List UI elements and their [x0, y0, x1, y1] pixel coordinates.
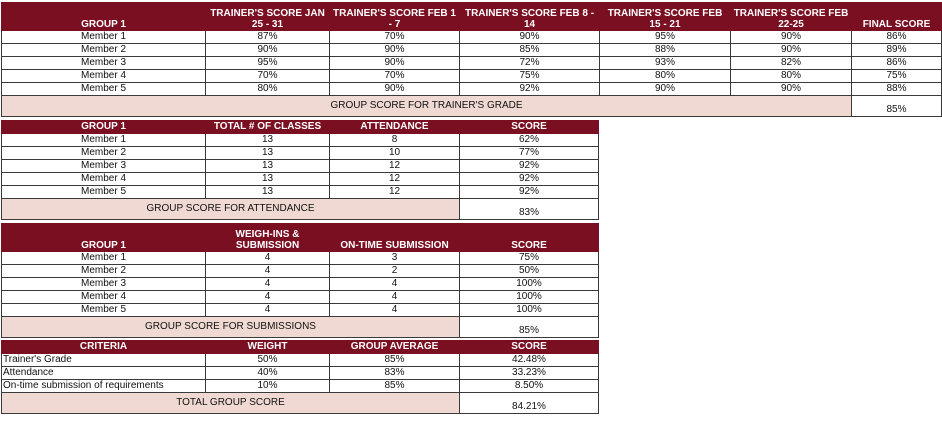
score-cell: 92% — [460, 173, 599, 186]
score-cell: 62% — [460, 134, 599, 147]
score-cell: 90% — [330, 44, 460, 57]
average-cell: 85% — [330, 380, 460, 393]
score-cell: 100% — [460, 304, 599, 317]
table-row — [2, 44, 942, 57]
member-name: Member 3 — [2, 278, 206, 291]
attendance-cell: 12 — [330, 186, 460, 199]
score-cell: 90% — [330, 57, 460, 70]
header-row — [2, 3, 942, 31]
group-score-value: 85% — [460, 317, 599, 338]
col-header-feb1-7: TRAINER'S SCORE FEB 1 - 7 — [330, 3, 460, 31]
col-header-group-average: GROUP AVERAGE — [330, 341, 460, 354]
score-cell: 70% — [330, 70, 460, 83]
score-cell: 82% — [731, 57, 852, 70]
col-header-final-score: FINAL SCORE — [852, 3, 942, 31]
criteria-table — [1, 340, 599, 414]
total-score-label: TOTAL GROUP SCORE — [2, 393, 460, 414]
table-row — [2, 31, 942, 44]
final-score-cell: 88% — [852, 83, 942, 96]
score-cell: 92% — [460, 186, 599, 199]
table-row — [2, 147, 599, 160]
col-header-weigh-ins: WEIGH-INS & SUBMISSION — [206, 224, 330, 252]
col-header-group: GROUP 1 — [2, 121, 206, 134]
score-cell: 75% — [460, 70, 600, 83]
member-name: Member 1 — [2, 252, 206, 265]
total-score-value: 84.21% — [460, 393, 599, 414]
weight-cell: 40% — [206, 367, 330, 380]
table-row — [2, 367, 599, 380]
col-header-score: SCORE — [460, 224, 599, 252]
weigh-ins-cell: 4 — [206, 278, 330, 291]
attendance-cell: 8 — [330, 134, 460, 147]
classes-cell: 13 — [206, 147, 330, 160]
final-score-cell: 75% — [852, 70, 942, 83]
weight-cell: 10% — [206, 380, 330, 393]
final-score-cell: 89% — [852, 44, 942, 57]
summary-row — [2, 393, 599, 414]
score-cell: 92% — [460, 83, 600, 96]
member-name: Member 2 — [2, 147, 206, 160]
criteria-name: On-time submission of requirements — [2, 380, 206, 393]
col-header-score: SCORE — [460, 121, 599, 134]
score-cell: 72% — [460, 57, 600, 70]
score-cell: 75% — [460, 252, 599, 265]
score-cell: 90% — [731, 31, 852, 44]
table-row — [2, 173, 599, 186]
score-cell: 93% — [600, 57, 731, 70]
on-time-cell: 4 — [330, 278, 460, 291]
attendance-cell: 12 — [330, 173, 460, 186]
group-score-label: GROUP SCORE FOR SUBMISSIONS — [2, 317, 460, 338]
header-row — [2, 341, 599, 354]
submissions-table — [1, 223, 599, 338]
group-score-label: GROUP SCORE FOR TRAINER'S GRADE — [2, 96, 852, 117]
member-name: Member 3 — [2, 160, 206, 173]
table-row — [2, 380, 599, 393]
table-row — [2, 278, 599, 291]
weight-cell: 50% — [206, 354, 330, 367]
score-cell: 42.48% — [460, 354, 599, 367]
score-cell: 90% — [330, 83, 460, 96]
score-cell: 50% — [460, 265, 599, 278]
weigh-ins-cell: 4 — [206, 304, 330, 317]
col-header-weight: WEIGHT — [206, 341, 330, 354]
criteria-name: Attendance — [2, 367, 206, 380]
attendance-cell: 12 — [330, 160, 460, 173]
score-cell: 80% — [206, 83, 330, 96]
col-header-group: GROUP 1 — [2, 224, 206, 252]
col-header-on-time: ON-TIME SUBMISSION — [330, 224, 460, 252]
member-name: Member 5 — [2, 83, 206, 96]
group-score-label: GROUP SCORE FOR ATTENDANCE — [2, 199, 460, 220]
score-cell: 90% — [206, 44, 330, 57]
on-time-cell: 2 — [330, 265, 460, 278]
score-cell: 87% — [206, 31, 330, 44]
group-score-value: 83% — [460, 199, 599, 220]
summary-row — [2, 317, 599, 338]
member-name: Member 4 — [2, 291, 206, 304]
final-score-cell: 86% — [852, 31, 942, 44]
score-cell: 92% — [460, 160, 599, 173]
score-cell: 90% — [600, 83, 731, 96]
classes-cell: 13 — [206, 160, 330, 173]
header-row — [2, 224, 599, 252]
score-cell: 70% — [330, 31, 460, 44]
score-cell: 95% — [206, 57, 330, 70]
col-header-feb15-21: TRAINER'S SCORE FEB 15 - 21 — [600, 3, 731, 31]
score-cell: 33.23% — [460, 367, 599, 380]
score-cell: 8.50% — [460, 380, 599, 393]
attendance-table — [1, 120, 599, 220]
col-header-attendance: ATTENDANCE — [330, 121, 460, 134]
trainer-score-table — [1, 2, 942, 117]
member-name: Member 2 — [2, 44, 206, 57]
score-cell: 90% — [731, 83, 852, 96]
weigh-ins-cell: 4 — [206, 252, 330, 265]
col-header-criteria: CRITERIA — [2, 341, 206, 354]
member-name: Member 5 — [2, 186, 206, 199]
member-name: Member 3 — [2, 57, 206, 70]
col-header-total-classes: TOTAL # OF CLASSES — [206, 121, 330, 134]
on-time-cell: 4 — [330, 304, 460, 317]
classes-cell: 13 — [206, 173, 330, 186]
table-row — [2, 186, 599, 199]
final-score-cell: 86% — [852, 57, 942, 70]
score-cell: 100% — [460, 291, 599, 304]
average-cell: 83% — [330, 367, 460, 380]
table-row — [2, 354, 599, 367]
summary-row — [2, 96, 942, 117]
table-row — [2, 83, 942, 96]
table-row — [2, 70, 942, 83]
score-cell: 90% — [460, 31, 600, 44]
member-name: Member 5 — [2, 304, 206, 317]
table-row — [2, 291, 599, 304]
table-row — [2, 160, 599, 173]
table-row — [2, 304, 599, 317]
score-cell: 90% — [731, 44, 852, 57]
on-time-cell: 4 — [330, 291, 460, 304]
member-name: Member 4 — [2, 173, 206, 186]
score-cell: 77% — [460, 147, 599, 160]
member-name: Member 2 — [2, 265, 206, 278]
score-cell: 88% — [600, 44, 731, 57]
member-name: Member 1 — [2, 31, 206, 44]
score-cell: 95% — [600, 31, 731, 44]
score-cell: 80% — [731, 70, 852, 83]
col-header-group: GROUP 1 — [2, 3, 206, 31]
score-cell: 100% — [460, 278, 599, 291]
member-name: Member 4 — [2, 70, 206, 83]
table-row — [2, 252, 599, 265]
col-header-jan25-31: TRAINER'S SCORE JAN 25 - 31 — [206, 3, 330, 31]
classes-cell: 13 — [206, 186, 330, 199]
member-name: Member 1 — [2, 134, 206, 147]
attendance-cell: 10 — [330, 147, 460, 160]
average-cell: 85% — [330, 354, 460, 367]
score-cell: 80% — [600, 70, 731, 83]
weigh-ins-cell: 4 — [206, 291, 330, 304]
on-time-cell: 3 — [330, 252, 460, 265]
weigh-ins-cell: 4 — [206, 265, 330, 278]
score-cell: 70% — [206, 70, 330, 83]
col-header-feb22-25: TRAINER'S SCORE FEB 22-25 — [731, 3, 852, 31]
header-row — [2, 121, 599, 134]
table-row — [2, 265, 599, 278]
classes-cell: 13 — [206, 134, 330, 147]
col-header-feb8-14: TRAINER'S SCORE FEB 8 - 14 — [460, 3, 600, 31]
group-score-value: 85% — [852, 96, 942, 117]
table-row — [2, 134, 599, 147]
score-cell: 85% — [460, 44, 600, 57]
criteria-name: Trainer's Grade — [2, 354, 206, 367]
table-row — [2, 57, 942, 70]
col-header-score: SCORE — [460, 341, 599, 354]
summary-row — [2, 199, 599, 220]
